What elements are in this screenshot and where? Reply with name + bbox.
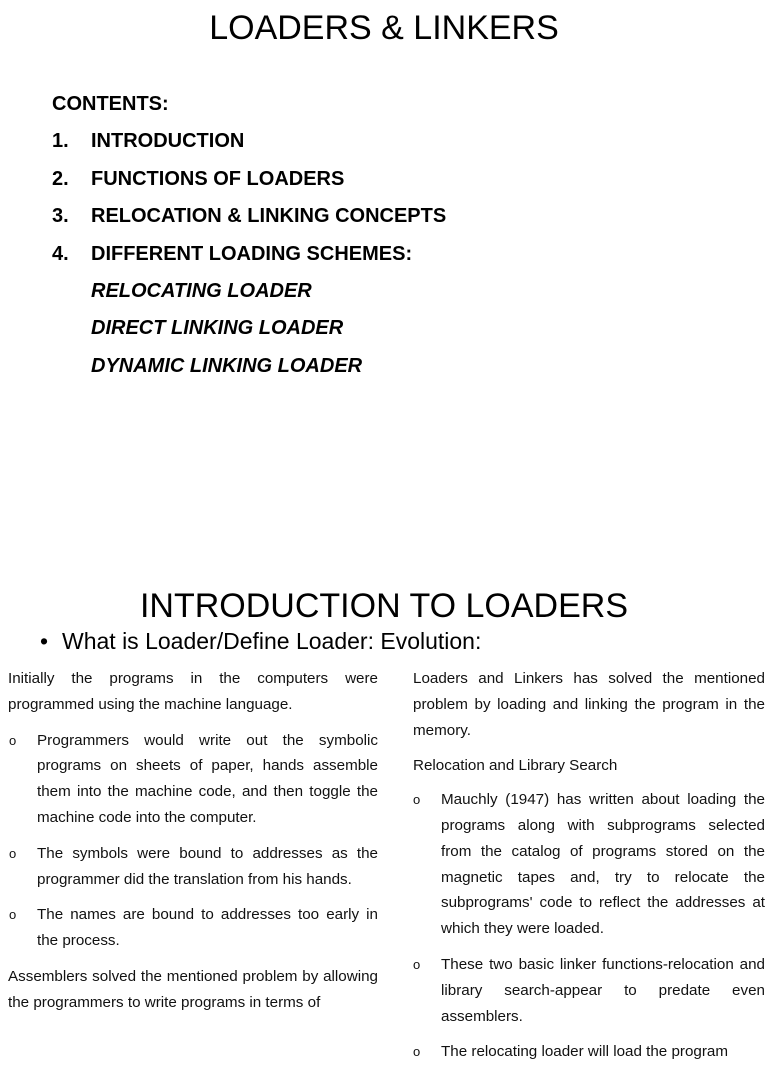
contents-item [52, 161, 732, 198]
circle-bullet-icon: o [9, 732, 17, 748]
list-item [413, 787, 765, 942]
left-column [8, 666, 378, 1026]
contents-item [52, 123, 732, 160]
slide-title: INTRODUCTION TO LOADERS [139, 587, 629, 625]
item-number: 3. [52, 205, 69, 228]
list-item-text: These two basic linker functions-relocation and library search-appear to predate even assemblers. [441, 955, 765, 1025]
slide-introduction [0, 576, 768, 1061]
list-item [8, 841, 378, 893]
paragraph: Assemblers solved the mentioned problem by allowing the programmers to write programs in terms of [8, 967, 378, 1011]
bullet-icon: • [40, 628, 49, 654]
list-item-text: Programmers would write out the symbolic programs on sheets of paper, hands assemble them into the machine code, and then toggle the machine code into the computer. [37, 731, 378, 826]
item-label: DIFFERENT LOADING SCHEMES: [91, 242, 413, 265]
contents-subitem: DIRECT LINKING LOADER [91, 317, 344, 340]
list-item-text: The names are bound to addresses too early in the process. [37, 906, 378, 950]
list-item [8, 902, 378, 954]
bullet-text: What is Loader/Define Loader: Evolution: [62, 628, 482, 654]
list-item [413, 952, 765, 1029]
list-item [8, 728, 378, 831]
bullet-point [40, 626, 481, 656]
slide-title: LOADERS & LINKERS [209, 9, 559, 47]
contents-list [52, 86, 732, 385]
circle-bullet-icon: o [413, 1044, 421, 1060]
contents-item [52, 198, 732, 235]
list-item-text: The relocating loader will load the program [441, 1043, 729, 1061]
paragraph: Loaders and Linkers has solved the mentioned problem by loading and linking the program in the memory. [413, 670, 765, 739]
item-number: 4. [52, 242, 69, 265]
contents-item [52, 236, 732, 273]
circle-bullet-icon: o [413, 956, 421, 972]
scanned-text-image [0, 664, 768, 1061]
right-column [413, 666, 765, 1075]
contents-subitem: RELOCATING LOADER [91, 280, 312, 303]
item-label: INTRODUCTION [91, 130, 245, 153]
list-item-text: Mauchly (1947) has written about loading the programs along with subprograms selected from the catalog of programs stored on the magnetic tapes and, try to relocate the subprograms' code to reflect the addresses at which they were loaded. [441, 791, 765, 938]
circle-bullet-icon: o [413, 792, 421, 808]
circle-bullet-icon: o [9, 845, 17, 861]
paragraph: Initially the programs in the computers were programmed using the machine language. [8, 670, 378, 713]
contents-subitem: DYNAMIC LINKING LOADER [91, 354, 363, 377]
list-item [413, 1039, 765, 1065]
item-label: FUNCTIONS OF LOADERS [91, 167, 345, 190]
contents-heading: CONTENTS: [52, 93, 169, 115]
subheading: Relocation and Library Search [413, 757, 618, 775]
list-item-text: The symbols were bound to addresses as the programmer did the translation from his hands. [37, 844, 378, 888]
circle-bullet-icon: o [9, 907, 17, 923]
item-number: 2. [52, 167, 69, 190]
item-label: RELOCATION & LINKING CONCEPTS [91, 205, 447, 228]
item-number: 1. [52, 130, 69, 153]
